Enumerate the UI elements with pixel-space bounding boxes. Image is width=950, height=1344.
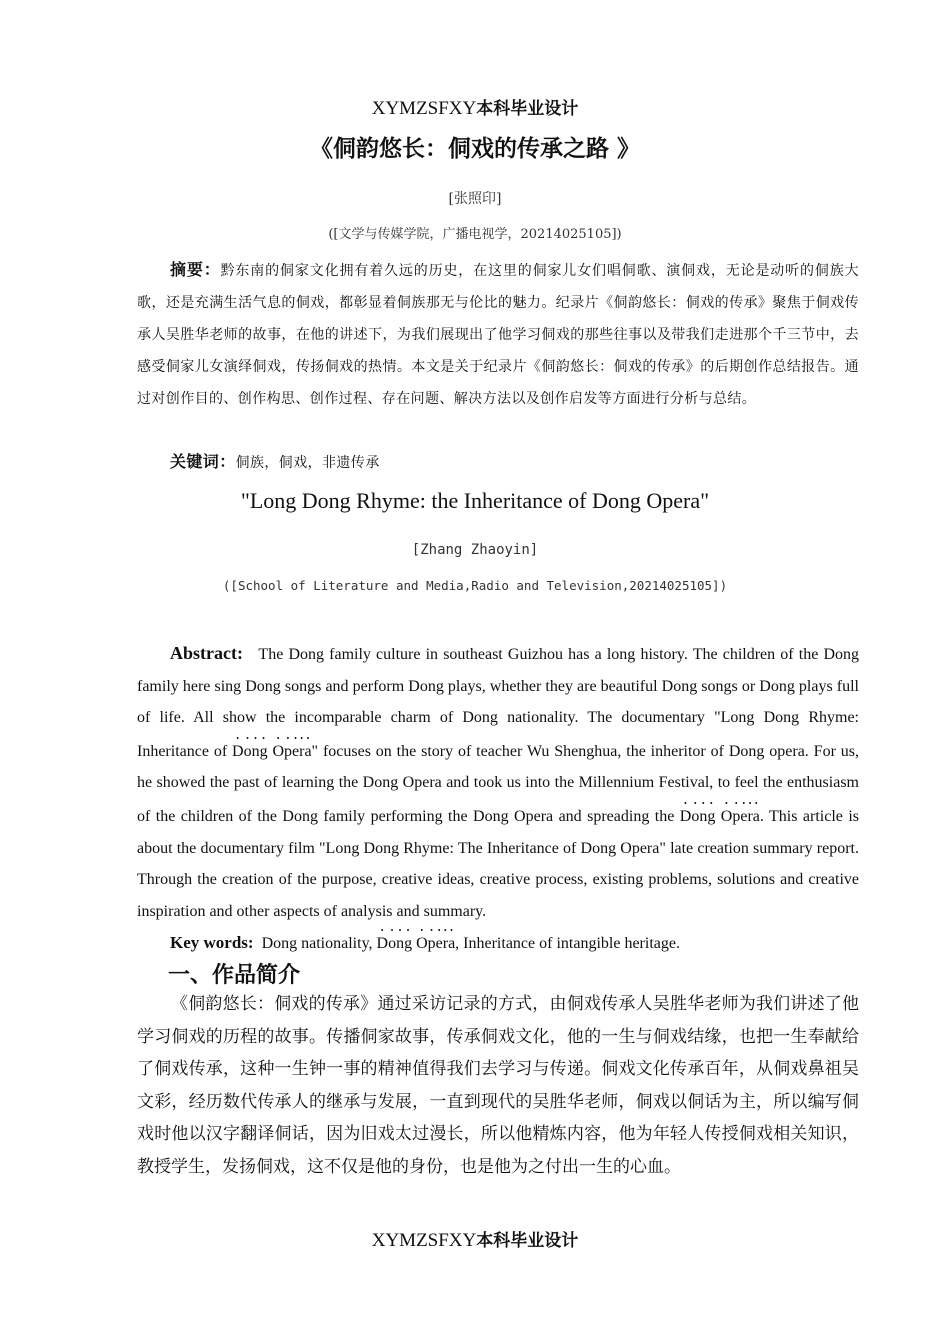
header-code: XYMZSFXY <box>371 98 477 119</box>
abstract-chinese <box>137 254 859 415</box>
keywords-text-english-1: Dong nationality, <box>261 935 377 952</box>
footer-code: XYMZSFXY <box>371 1230 477 1251</box>
emphasis-dong-opera-1: Dong Opera <box>232 742 312 760</box>
header-label: 本科毕业设计 <box>476 99 579 119</box>
abstract-english <box>137 638 859 927</box>
footer-label: 本科毕业设计 <box>476 1231 579 1251</box>
page-header <box>0 94 950 120</box>
title-english: "Long Dong Rhyme: the Inheritance of Dong Opera" <box>240 488 710 513</box>
keywords-label-english: Key words: <box>170 933 254 952</box>
abstract-text-chinese: 黔东南的侗家文化拥有着久远的历史，在这里的侗家儿女们唱侗歌、演侗戏，无论是动听的侗族大歌，还是充满生活气息的侗戏，都彰显着侗族那无与伦比的魅力。纪录片《侗韵悠长：侗戏的传承》聚焦于侗戏传承人吴胜华老师的故事，在他的讲述下，为我们展现出了他学习侗戏的那些往事以及带我们走进那个千三节中，去感受侗家儿女演绎侗戏，传扬侗戏的热情。本文是关于纪录片《侗韵悠长：侗戏的传承》的后期创作总结报告。通过对创作目的、创作构思、创作过程、存在问题、解决方法以及创作启发等方面进行分析与总结。 <box>137 263 859 407</box>
abstract-text-english-3: . This article is about the documentary film "Long Dong Rhyme: The Inheritance of Dong Opera" late creation summary report. Through the creation of the purpose, creative ideas, creative process, existing problems, solutions and creative inspiration and other aspects of analysis and summary. <box>137 807 860 920</box>
keywords-label-chinese: 关键词： <box>170 452 236 471</box>
affiliation-english: ([School of Literature and Media,Radio and Television,20214025105]) <box>222 578 728 593</box>
keywords-text-english-2: , Inheritance of intangible heritage. <box>455 935 680 952</box>
emphasis-dong-opera-3: Dong Opera <box>376 935 456 952</box>
affiliation-chinese: ([文学与传媒学院，广播电视学，20214025105]) <box>328 227 622 242</box>
section-heading: 一、作品简介 <box>168 963 301 988</box>
keywords-text-chinese: 侗族，侗戏，非遗传承 <box>235 455 380 471</box>
title-chinese: 《侗韵悠长：侗戏的传承之路 》 <box>309 136 640 162</box>
abstract-label-chinese: 摘要： <box>170 260 221 279</box>
keywords-english <box>137 926 859 960</box>
emphasis-dong-opera-2: Dong Opera <box>679 807 760 825</box>
section-body: 《侗韵悠长：侗戏的传承》通过采访记录的方式，由侗戏传承人吴胜华老师为我们讲述了他学习侗戏的历程的故事。传播侗家故事，传承侗戏文化，他的一生与侗戏结缘，也把一生奉献给了侗戏传承，这种一生钟一事的精神值得我们去学习与传递。侗戏文化传承百年，从侗戏鼻祖吴文彩，经历数代传承人的继承与发展，一直到现代的吴胜华老师，侗戏以侗话为主，所以编写侗戏时他以汉字翻译侗话，因为旧戏太过漫长，所以他精炼内容，他为年轻人传授侗戏相关知识，教授学生，发扬侗戏，这不仅是他的身份，也是他为之付出一生的心血。 <box>137 994 859 1177</box>
abstract-text-english-2: " focuses on the story of teacher Wu Shenghua, the inheritor of Dong opera. For us, he showed the past of learning the Dong Opera and took us into the Millennium Festival, to feel the enthusiasm of the children of the Dong family performing the Dong Opera and spreading the <box>137 742 859 825</box>
page-footer <box>0 1226 950 1252</box>
author-english: [Zhang Zhaoyin] <box>411 542 539 558</box>
abstract-text-english-1: The Dong family culture in southeast Guizhou has a long history. The children of the Dong family here sing Dong songs and perform Dong plays, whether they are beautiful Dong songs or Dong plays full of life. All show the incomparable charm of Dong nationality. The documentary "Long Dong Rhyme: Inheritance of <box>137 646 859 760</box>
keywords-chinese <box>137 446 859 479</box>
abstract-label-english: Abstract: <box>170 643 243 663</box>
author-chinese: [张照印] <box>448 191 502 207</box>
